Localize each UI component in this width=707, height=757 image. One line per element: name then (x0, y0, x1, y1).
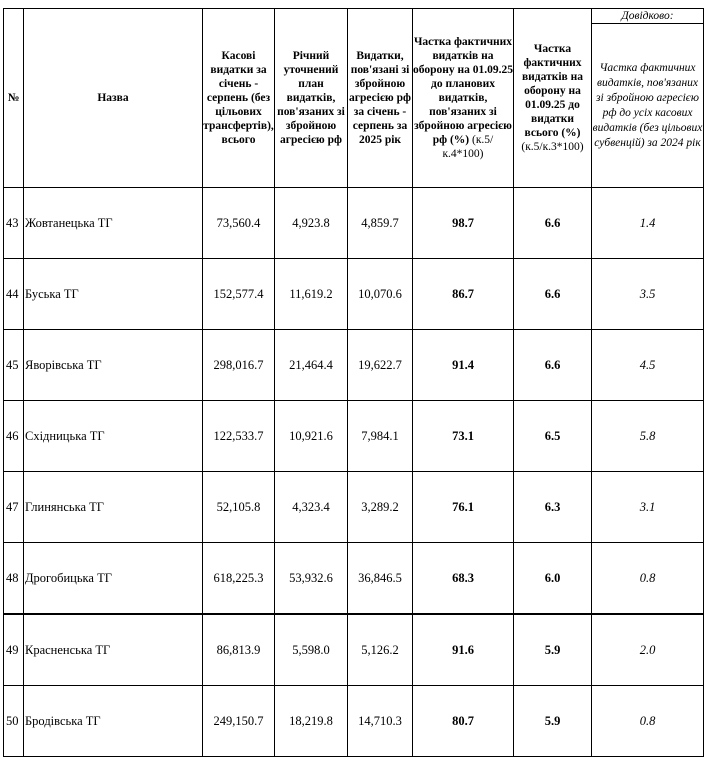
table-row (4, 614, 704, 686)
defense-expenditures-cell: 10,070.6 (348, 259, 413, 330)
table-row (4, 330, 704, 401)
share-2024-cell: 3.5 (592, 259, 704, 330)
cash-expenditures-cell: 73,560.4 (203, 188, 275, 259)
community-name: Яворівська ТГ (24, 330, 203, 401)
share-of-plan-cell: 86.7 (413, 259, 514, 330)
defense-expenditures-cell: 4,859.7 (348, 188, 413, 259)
community-name: Дрогобицька ТГ (24, 543, 203, 615)
row-number: 43 (4, 188, 24, 259)
share-2024-cell: 1.4 (592, 188, 704, 259)
annual-plan-cell: 53,932.6 (275, 543, 348, 615)
table-row (4, 472, 704, 543)
row-number: 49 (4, 614, 24, 686)
defense-spending-table (3, 8, 704, 757)
share-of-plan-cell: 76.1 (413, 472, 514, 543)
table-row (4, 259, 704, 330)
share-of-total-cell: 6.6 (514, 188, 592, 259)
defense-expenditures-cell: 5,126.2 (348, 614, 413, 686)
header-share-of-total-text: Частка фактичних видатків на оборону на 01.09.25 до видатки всього (%) (521, 43, 584, 139)
share-of-plan-cell: 91.4 (413, 330, 514, 401)
header-number: № (4, 9, 24, 188)
share-of-total-cell: 5.9 (514, 614, 592, 686)
header-cash-expenditures: Касові видатки за січень - серпень (без цільових трансфертів), всього (203, 9, 275, 188)
annual-plan-cell: 11,619.2 (275, 259, 348, 330)
annual-plan-cell: 4,323.4 (275, 472, 348, 543)
table-row (4, 188, 704, 259)
header-defense-expenditures: Видатки, пов'язані зі збройною агресією рф за січень - серпень за 2025 рік (348, 9, 413, 188)
header-row-top (4, 9, 704, 24)
defense-expenditures-cell: 3,289.2 (348, 472, 413, 543)
header-share-of-plan (413, 9, 514, 188)
cash-expenditures-cell: 618,225.3 (203, 543, 275, 615)
row-number: 44 (4, 259, 24, 330)
share-of-total-cell: 6.5 (514, 401, 592, 472)
cash-expenditures-cell: 122,533.7 (203, 401, 275, 472)
cash-expenditures-cell: 249,150.7 (203, 686, 275, 757)
share-2024-cell: 4.5 (592, 330, 704, 401)
share-2024-cell: 3.1 (592, 472, 704, 543)
share-2024-cell: 0.8 (592, 543, 704, 615)
header-share-of-plan-text: Частка фактичних видатків на оборону на 01.09.25 до планових видатків, пов'язаних зі збройною агресією рф (%) (413, 36, 513, 146)
header-share-of-total (514, 9, 592, 188)
community-name: Бродівська ТГ (24, 686, 203, 757)
row-number: 48 (4, 543, 24, 615)
header-share-of-total-formula: (к.5/к.3*100) (521, 141, 584, 153)
header-name: Назва (24, 9, 203, 188)
share-of-total-cell: 6.6 (514, 259, 592, 330)
share-of-total-cell: 5.9 (514, 686, 592, 757)
share-2024-cell: 0.8 (592, 686, 704, 757)
row-number: 50 (4, 686, 24, 757)
defense-expenditures-cell: 14,710.3 (348, 686, 413, 757)
header-annual-plan: Річний уточнений план видатків, пов'язаних зі збройною агресією рф (275, 9, 348, 188)
community-name: Буська ТГ (24, 259, 203, 330)
cash-expenditures-cell: 86,813.9 (203, 614, 275, 686)
share-2024-cell: 2.0 (592, 614, 704, 686)
cash-expenditures-cell: 52,105.8 (203, 472, 275, 543)
defense-expenditures-cell: 36,846.5 (348, 543, 413, 615)
share-2024-cell: 5.8 (592, 401, 704, 472)
row-number: 47 (4, 472, 24, 543)
cash-expenditures-cell: 152,577.4 (203, 259, 275, 330)
community-name: Жовтанецька ТГ (24, 188, 203, 259)
annual-plan-cell: 10,921.6 (275, 401, 348, 472)
annual-plan-cell: 21,464.4 (275, 330, 348, 401)
defense-expenditures-cell: 19,622.7 (348, 330, 413, 401)
row-number: 45 (4, 330, 24, 401)
annual-plan-cell: 18,219.8 (275, 686, 348, 757)
header-reference-label: Довідково: (592, 9, 704, 24)
share-of-plan-cell: 98.7 (413, 188, 514, 259)
community-name: Красненська ТГ (24, 614, 203, 686)
table-row (4, 401, 704, 472)
share-of-total-cell: 6.0 (514, 543, 592, 615)
header-share-of-plan-formula: (к.5/к.4*100) (442, 134, 494, 160)
share-of-plan-cell: 80.7 (413, 686, 514, 757)
share-of-total-cell: 6.3 (514, 472, 592, 543)
annual-plan-cell: 4,923.8 (275, 188, 348, 259)
row-number: 46 (4, 401, 24, 472)
share-of-plan-cell: 91.6 (413, 614, 514, 686)
share-of-total-cell: 6.6 (514, 330, 592, 401)
share-of-plan-cell: 73.1 (413, 401, 514, 472)
annual-plan-cell: 5,598.0 (275, 614, 348, 686)
community-name: Східницька ТГ (24, 401, 203, 472)
table-row (4, 543, 704, 615)
share-of-plan-cell: 68.3 (413, 543, 514, 615)
defense-expenditures-cell: 7,984.1 (348, 401, 413, 472)
header-share-2024: Частка фактичних видатків, пов'язаних зі збройною агресією рф до усіх касових видатків (без цільових субвенцій) за 2024 рік (592, 24, 704, 188)
community-name: Глинянська ТГ (24, 472, 203, 543)
table-row (4, 686, 704, 757)
cash-expenditures-cell: 298,016.7 (203, 330, 275, 401)
